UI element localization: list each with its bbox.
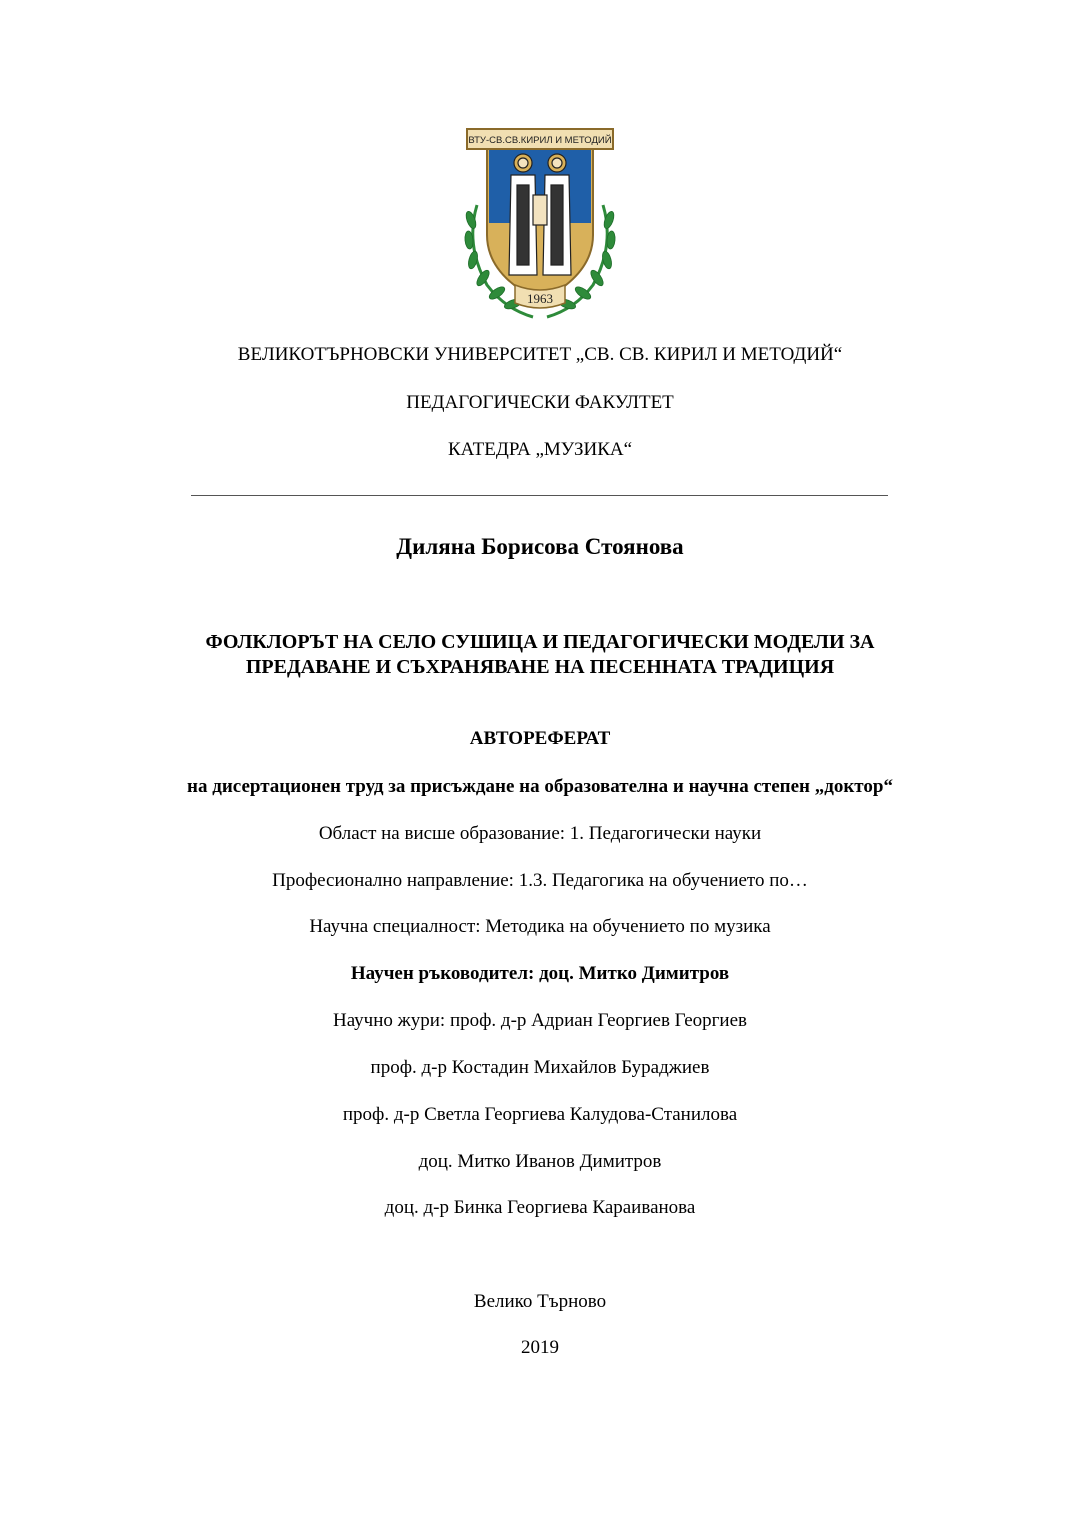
professional-direction: Професионално направление: 1.3. Педагогика на обучението по…	[272, 870, 808, 891]
separator-line	[191, 495, 888, 496]
university-crest-logo	[457, 125, 623, 321]
crest-band-text: ВТУ-СВ.СВ.КИРИЛ И МЕТОДИЙ	[468, 135, 612, 146]
jury-member-4: доц. Митко Иванов Димитров	[418, 1151, 662, 1172]
university-name: ВЕЛИКОТЪРНОВСКИ УНИВЕРСИТЕТ „СВ. СВ. КИРИЛ И МЕТОДИЙ“	[237, 344, 843, 365]
jury-member-5: доц. д-р Бинка Георгиева Караиванова	[384, 1197, 696, 1218]
scientific-supervisor: Научен ръководител: доц. Митко Димитров	[350, 963, 730, 984]
city: Велико Търново	[473, 1291, 607, 1312]
thesis-title-line-1: ФОЛКЛОРЪТ НА СЕЛО СУШИЦА И ПЕДАГОГИЧЕСКИ МОДЕЛИ ЗА	[205, 631, 875, 653]
thesis-title-line-2: ПРЕДАВАНЕ И СЪХРАНЯВАНЕ НА ПЕСЕННАТА ТРАДИЦИЯ	[245, 656, 835, 678]
scientific-specialty: Научна специалност: Методика на обучението по музика	[309, 916, 771, 937]
author-name: Диляна Борисова Стоянова	[396, 534, 684, 559]
crest-year-text: 1963	[527, 291, 553, 306]
jury-member-1: Научно жури: проф. д-р Адриан Георгиев Георгиев	[332, 1010, 748, 1031]
department-name: КАТЕДРА „МУЗИКА“	[447, 439, 633, 460]
field-of-education: Област на висше образование: 1. Педагогически науки	[318, 823, 762, 844]
degree-purpose: на дисертационен труд за присъждане на образователна и научна степен „доктор“	[187, 776, 893, 797]
document-type: АВТОРЕФЕРАТ	[469, 728, 611, 749]
year: 2019	[521, 1337, 559, 1358]
jury-member-2: проф. д-р Костадин Михайлов Бураджиев	[370, 1057, 710, 1078]
jury-member-3: проф. д-р Светла Георгиева Калудова-Станилова	[342, 1104, 738, 1125]
faculty-name: ПЕДАГОГИЧЕСКИ ФАКУЛТЕТ	[406, 392, 674, 413]
